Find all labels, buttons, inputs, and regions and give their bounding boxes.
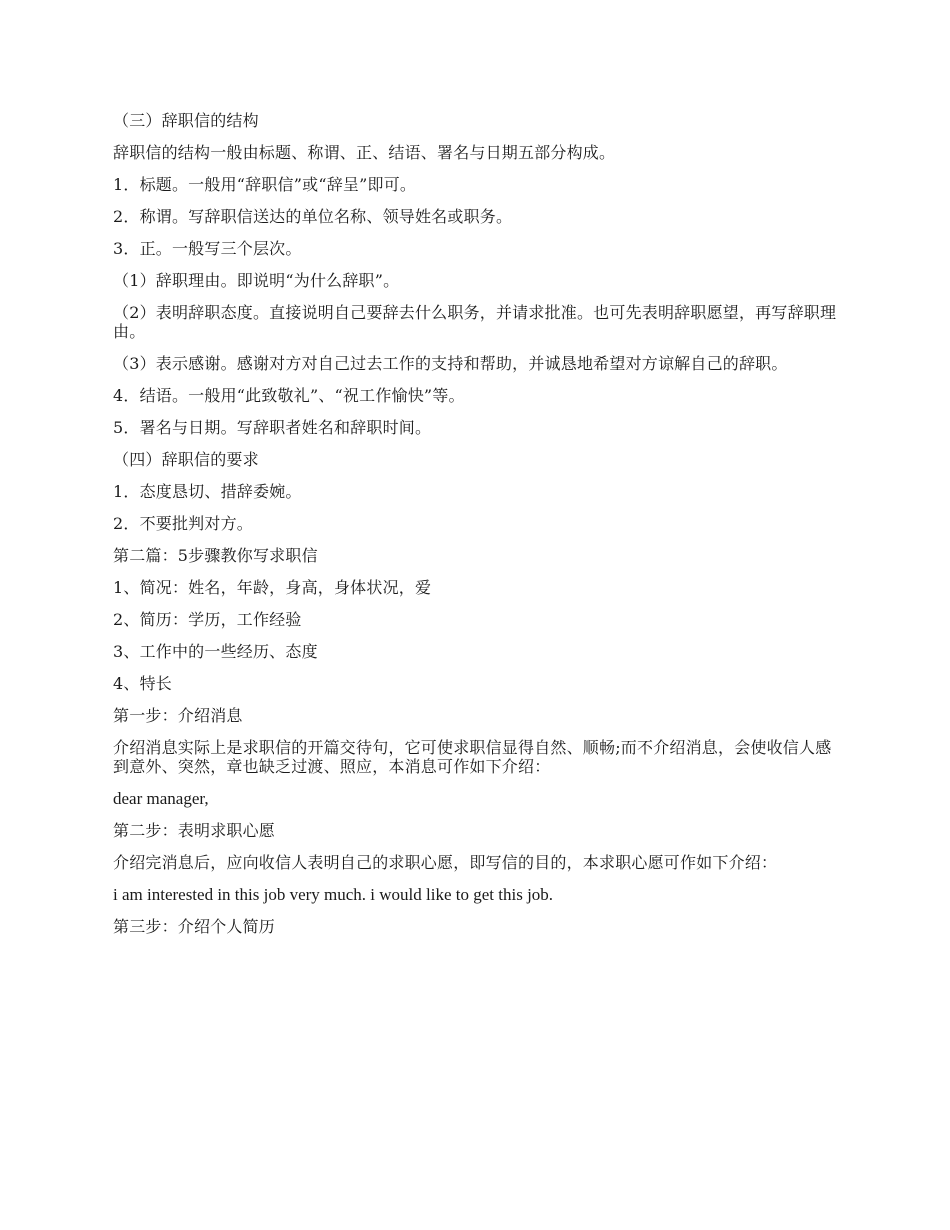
section-heading-requirements: （四）辞职信的要求 bbox=[113, 450, 259, 469]
list-item: 4．结语。一般用“此致敬礼”、“祝工作愉快”等。 bbox=[113, 386, 465, 405]
sub-list-item: （3）表示感谢。感谢对方对自己过去工作的支持和帮助，并诚恳地希望对方谅解自己的辞职。 bbox=[113, 354, 788, 373]
list-item: 5．署名与日期。写辞职者姓名和辞职时间。 bbox=[113, 418, 432, 437]
list-item: 2．不要批判对方。 bbox=[113, 514, 253, 533]
sub-list-item: （1）辞职理由。即说明“为什么辞职”。 bbox=[113, 271, 400, 290]
step-heading-2: 第二步：表明求职心愿 bbox=[113, 821, 276, 840]
step-heading-1: 第一步：介绍消息 bbox=[113, 706, 243, 725]
list-item: 3、工作中的一些经历、态度 bbox=[113, 642, 318, 661]
step-heading-3: 第三步：介绍个人简历 bbox=[113, 917, 276, 936]
section-heading-structure: （三）辞职信的结构 bbox=[113, 111, 259, 130]
sub-list-item: （2）表明辞职态度。直接说明自己要辞去什么职务，并请求批准。也可先表明辞职愿望，再写辞职理由。 bbox=[113, 303, 837, 341]
list-item: 1、简况：姓名，年龄，身高，身体状况，爱 bbox=[113, 578, 432, 597]
list-item: 1．态度恳切、措辞委婉。 bbox=[113, 482, 302, 501]
paragraph: 介绍消息实际上是求职信的开篇交待句，它可使求职信显得自然、顺畅;而不介绍消息，会使收信人感到意外、突然，章也缺乏过渡、照应，本消息可作如下介绍： bbox=[113, 738, 832, 776]
list-item: 1．标题。一般用“辞职信”或“辞呈”即可。 bbox=[113, 175, 417, 194]
list-item: 2、简历：学历，工作经验 bbox=[113, 610, 302, 629]
list-item: 4、特长 bbox=[113, 674, 172, 693]
paragraph: 介绍完消息后，应向收信人表明自己的求职心愿，即写信的目的，本求职心愿可作如下介绍： bbox=[113, 853, 778, 872]
paragraph: 辞职信的结构一般由标题、称谓、正、结语、署名与日期五部分构成。 bbox=[113, 143, 616, 162]
example-sentence: i am interested in this job very much. i would like to get this job. bbox=[113, 885, 554, 904]
example-salutation: dear manager, bbox=[113, 789, 209, 808]
article-title-part-two: 第二篇：5步骤教你写求职信 bbox=[113, 546, 318, 565]
list-item: 3．正。一般写三个层次。 bbox=[113, 239, 302, 258]
document-body bbox=[113, 111, 838, 949]
list-item: 2．称谓。写辞职信送达的单位名称、领导姓名或职务。 bbox=[113, 207, 513, 226]
